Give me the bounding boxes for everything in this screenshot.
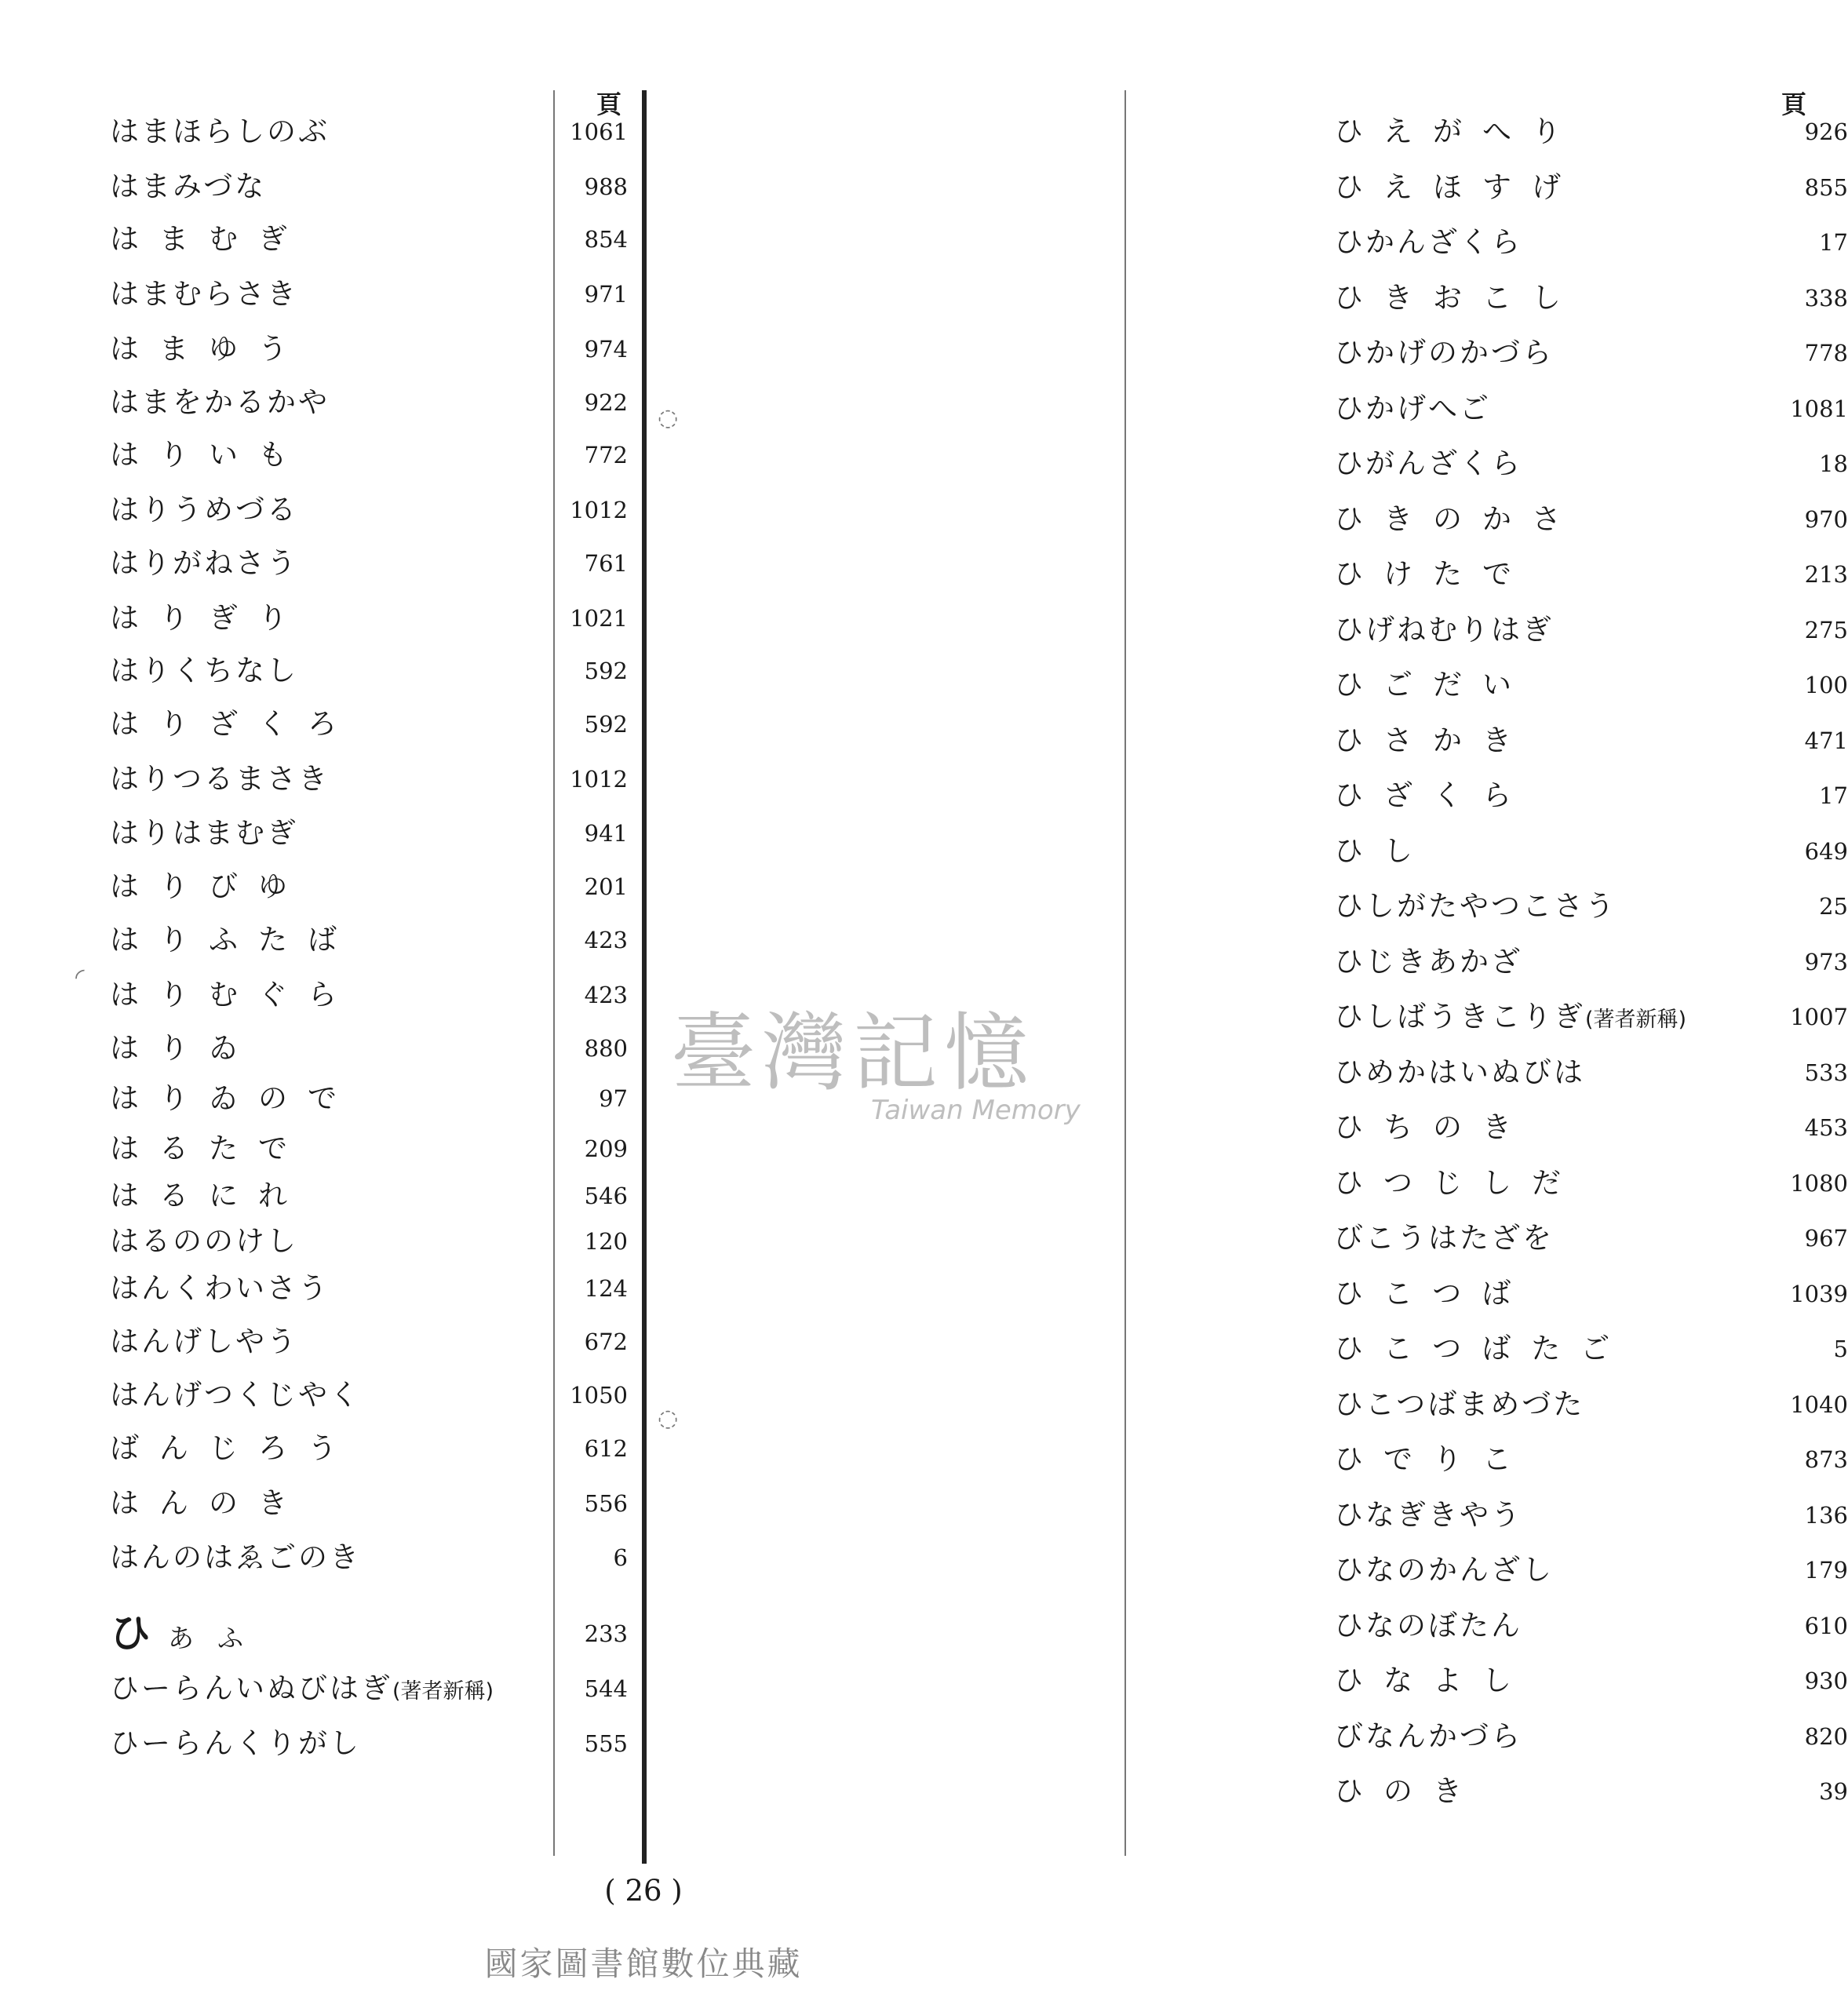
entry-name-text: はりゐ — [110, 1031, 258, 1065]
entry-page-number: 1012 — [570, 766, 628, 793]
index-entry — [651, 1602, 1848, 1649]
entry-page-number: 1039 — [1790, 1281, 1848, 1307]
entry-page-number: 136 — [1804, 1502, 1848, 1529]
entry-page-number: 544 — [584, 1675, 628, 1702]
entry-name-text: はりむぐら — [110, 978, 357, 1011]
entry-note: (著者新稱) — [392, 1679, 494, 1704]
entry-page-number: 612 — [584, 1435, 628, 1462]
entry-name-text: びこうはたざを — [1334, 1221, 1554, 1255]
index-entry — [0, 756, 651, 803]
entry-name-text: はりつるまさき — [110, 762, 330, 796]
entry-name-text: ひちのき — [1334, 1110, 1532, 1144]
entry-page-number: 971 — [584, 281, 628, 308]
entry-name — [1334, 275, 1581, 322]
index-entry — [651, 1381, 1848, 1428]
entry-name-text: はまみづな — [110, 169, 267, 203]
index-entry — [651, 772, 1848, 819]
entry-name — [110, 1665, 494, 1715]
index-entry — [0, 595, 651, 642]
entry-name-text: ひきのかさ — [1334, 502, 1581, 536]
entry-name — [110, 1025, 258, 1072]
entry-name-text: ひこつば — [1334, 1277, 1532, 1310]
index-entry — [651, 496, 1848, 543]
index-entry — [0, 163, 651, 210]
entry-page-number: 1012 — [570, 497, 628, 523]
entry-name — [110, 647, 298, 694]
entry-name-text: はまほらしのぶ — [110, 115, 330, 148]
section-header-name — [110, 1610, 267, 1662]
index-entry — [0, 1720, 651, 1767]
entry-name — [1334, 993, 1686, 1044]
index-entry — [0, 1172, 651, 1219]
page-number: ( 26 ) — [604, 1874, 683, 1908]
entry-name — [1334, 551, 1532, 598]
ink-mark: ◌ — [658, 404, 679, 432]
entry-name — [110, 1125, 308, 1172]
index-entry — [0, 1480, 651, 1527]
entry-page-number: 649 — [1804, 838, 1848, 865]
entry-page-number: 761 — [584, 550, 628, 577]
entry-page-number: 18 — [1819, 450, 1848, 477]
index-entry — [651, 1160, 1848, 1207]
index-entry — [0, 216, 651, 263]
index-entry — [0, 647, 651, 694]
entry-name-text: ひかんざくら — [1334, 225, 1522, 259]
entry-name-text: ひし — [1334, 834, 1433, 868]
entry-page-number: 967 — [1804, 1225, 1848, 1252]
entry-name — [1334, 1104, 1532, 1151]
entry-note: (著者新稱) — [1585, 1008, 1687, 1032]
entry-name — [110, 1534, 361, 1581]
entry-name — [1334, 1713, 1522, 1760]
entry-page-number: 1021 — [570, 605, 628, 632]
entry-page-number: 1040 — [1790, 1391, 1848, 1418]
entry-page-number: 1080 — [1790, 1170, 1848, 1197]
entry-name-text: ひーらんいぬびはぎ — [110, 1671, 392, 1705]
right-column — [651, 0, 1848, 1883]
entry-page-number: 423 — [584, 982, 628, 1008]
entry-name — [1334, 1547, 1554, 1594]
entry-page-number: 926 — [1804, 118, 1848, 145]
entry-name — [1334, 1215, 1554, 1262]
entry-page-number: 39 — [1819, 1778, 1848, 1805]
entry-name — [110, 1425, 357, 1472]
entry-page-number: 1081 — [1790, 395, 1848, 422]
entry-name — [1334, 1381, 1584, 1428]
entry-page-number: 855 — [1804, 174, 1848, 201]
ink-mark: ◌ — [658, 1405, 679, 1432]
index-entry — [0, 1075, 651, 1122]
entry-page-number: 97 — [599, 1085, 628, 1112]
entry-page-number: 970 — [1804, 506, 1848, 533]
entry-page-number: 120 — [584, 1228, 628, 1255]
entry-name-text: はりはまむぎ — [110, 816, 298, 850]
index-entry — [651, 1436, 1848, 1483]
entry-name — [1334, 440, 1522, 487]
entry-page-number: 546 — [584, 1183, 628, 1209]
section-mark: ひ — [110, 1610, 151, 1657]
entry-name — [1334, 1768, 1482, 1815]
entry-name-text: はんげつくじやく — [110, 1378, 361, 1412]
entry-name-text: はまむぎ — [110, 222, 308, 256]
index-entry — [0, 1125, 651, 1172]
entry-page-number: 17 — [1819, 229, 1848, 256]
ink-mark: ◜ — [75, 964, 85, 991]
entry-name — [110, 1372, 361, 1419]
watermark-cjk: 臺灣記憶 — [671, 1004, 1036, 1103]
entry-name-text: ひしばうきこりぎ — [1334, 1000, 1585, 1033]
index-entry — [651, 883, 1848, 930]
entry-name-text: ばんじろう — [110, 1431, 357, 1465]
entry-name-text: はりいも — [110, 438, 308, 472]
entry-page-number: 17 — [1819, 782, 1848, 809]
entry-name-text: はりぎり — [110, 601, 308, 635]
entry-page-number: 922 — [584, 389, 628, 416]
index-entry — [651, 1215, 1848, 1262]
entry-page-number: 873 — [1804, 1446, 1848, 1473]
index-entry — [651, 219, 1848, 266]
index-entry — [651, 1492, 1848, 1539]
entry-name — [1334, 108, 1581, 155]
entry-page-number: 1050 — [570, 1382, 628, 1409]
entry-name — [110, 271, 298, 318]
entry-name-text: ひかげへご — [1334, 392, 1491, 425]
index-entry — [0, 1372, 651, 1419]
entry-page-number: 1007 — [1790, 1004, 1848, 1030]
entry-name — [1334, 662, 1532, 709]
entry-page-number: 592 — [584, 658, 628, 684]
index-entry — [651, 1657, 1848, 1704]
entry-page-number: 275 — [1804, 617, 1848, 643]
entry-name — [110, 108, 330, 155]
entry-name — [110, 1265, 330, 1312]
entry-page-number: 6 — [613, 1544, 628, 1571]
entry-name — [1334, 828, 1433, 875]
entry-name-text: はまをかるかや — [110, 385, 330, 419]
index-entry — [0, 487, 651, 534]
index-entry — [651, 330, 1848, 377]
entry-name — [1334, 772, 1532, 819]
entry-page-number: 100 — [1804, 672, 1848, 698]
entry-page-number: 820 — [1804, 1723, 1848, 1750]
entry-name — [110, 163, 266, 210]
entry-name — [110, 1218, 298, 1265]
index-entry — [0, 1218, 651, 1265]
entry-name — [110, 216, 308, 263]
entry-name — [1334, 496, 1581, 543]
index-entry — [651, 939, 1848, 986]
index-entry — [651, 607, 1848, 654]
entry-page-number: 213 — [1804, 561, 1848, 588]
entry-page-number: 5 — [1833, 1336, 1848, 1362]
entry-name — [1334, 1325, 1630, 1372]
index-entry — [0, 863, 651, 910]
entry-page-number: 25 — [1819, 893, 1848, 920]
entry-name — [1334, 1436, 1532, 1483]
entry-name-text: はんくわいさう — [110, 1271, 330, 1305]
entry-name-text: ひなのかんざし — [1334, 1553, 1554, 1587]
entry-name-text: はりくちなし — [110, 654, 298, 687]
index-entry — [0, 108, 651, 155]
entry-name — [110, 432, 308, 479]
entry-page-number: 453 — [1804, 1114, 1848, 1141]
index-entry — [0, 540, 651, 587]
entry-name-text: ひけたで — [1334, 557, 1532, 591]
section-page-number: 233 — [584, 1620, 628, 1647]
entry-name-text: ひなぎきやう — [1334, 1498, 1522, 1532]
entry-name-text: ひげねむりはぎ — [1334, 613, 1554, 647]
entry-name-text: ひのき — [1334, 1774, 1482, 1808]
left-column — [0, 0, 651, 1883]
section-header — [0, 1610, 651, 1657]
entry-name-text: ひかげのかづら — [1334, 336, 1554, 370]
entry-page-number: 209 — [584, 1135, 628, 1162]
entry-name — [1334, 385, 1491, 432]
entry-page-number: 772 — [584, 442, 628, 468]
entry-name-text: ひこつばまめづた — [1334, 1387, 1585, 1421]
entry-page-number: 533 — [1804, 1059, 1848, 1086]
entry-name — [1334, 883, 1617, 930]
entry-name — [110, 1172, 308, 1219]
entry-page-number: 941 — [584, 820, 628, 847]
index-entry — [651, 717, 1848, 764]
entry-name — [1334, 939, 1522, 986]
watermark — [671, 985, 1095, 1157]
index-entry — [651, 385, 1848, 432]
entry-page-number: 555 — [584, 1730, 628, 1757]
index-entry — [651, 551, 1848, 598]
index-entry — [651, 1713, 1848, 1760]
index-entry — [651, 1270, 1848, 1318]
entry-name-text: ひじきあかざ — [1334, 945, 1522, 979]
watermark-english: Taiwan Memory — [871, 1095, 1081, 1126]
entry-page-number: 974 — [584, 336, 628, 363]
entry-name — [1334, 1270, 1531, 1318]
entry-name-text: ひなよし — [1334, 1664, 1532, 1697]
index-entry — [0, 701, 651, 748]
entry-name-text: はりうめづる — [110, 493, 298, 527]
entry-name-text: はんのき — [110, 1486, 308, 1520]
entry-name — [110, 1720, 361, 1767]
section-rest: あふ — [168, 1623, 268, 1653]
index-entry — [0, 379, 651, 426]
entry-name-text: はるにれ — [110, 1179, 308, 1212]
entry-page-number: 988 — [584, 173, 628, 200]
entry-name-text: はまむらさき — [110, 277, 298, 311]
entry-name — [110, 540, 298, 587]
entry-page-number: 556 — [584, 1490, 628, 1517]
entry-page-number: 672 — [584, 1329, 628, 1355]
entry-name-text: ひがんざくら — [1334, 446, 1522, 480]
entry-name-text: ひめかはいぬびは — [1334, 1055, 1585, 1089]
index-entry — [0, 810, 651, 857]
entry-page-number: 471 — [1804, 727, 1848, 754]
entry-page-number: 179 — [1804, 1557, 1848, 1584]
entry-page-number: 592 — [584, 711, 628, 738]
entry-name — [1334, 1160, 1581, 1207]
entry-name — [110, 379, 330, 426]
entry-page-number: 854 — [584, 226, 628, 253]
entry-name-text: ひでりこ — [1334, 1442, 1532, 1476]
entry-name-text: はりがねさう — [110, 546, 298, 580]
index-entry — [0, 271, 651, 318]
entry-page-number: 880 — [584, 1035, 628, 1062]
entry-name — [1334, 1492, 1522, 1539]
index-entry — [0, 1665, 651, 1712]
entry-name — [1334, 1602, 1522, 1649]
index-entry — [0, 1425, 651, 1472]
entry-name — [110, 595, 308, 642]
entry-name-text: はりゐので — [110, 1081, 357, 1115]
index-entry — [0, 917, 651, 964]
entry-name-text: はりふたば — [110, 923, 357, 957]
entry-name-text: ひこつばたご — [1334, 1332, 1631, 1365]
entry-name-text: ひつじしだ — [1334, 1166, 1581, 1200]
entry-page-number: 930 — [1804, 1668, 1848, 1694]
entry-page-number: 973 — [1804, 949, 1848, 975]
entry-page-number: 778 — [1804, 340, 1848, 366]
index-entry — [651, 108, 1848, 155]
entry-name-text: はまゆう — [110, 332, 308, 366]
entry-name-text: ひなのぼたん — [1334, 1609, 1522, 1642]
entry-name-text: はりざくろ — [110, 707, 357, 741]
index-entry — [0, 432, 651, 479]
entry-name — [110, 863, 308, 910]
entry-name — [110, 701, 357, 748]
entry-name-text: はるたで — [110, 1132, 308, 1165]
index-entry — [651, 440, 1848, 487]
entry-name — [110, 1075, 357, 1122]
entry-page-number: 338 — [1804, 285, 1848, 312]
index-entry — [651, 1768, 1848, 1815]
entry-name — [110, 917, 357, 964]
entry-name-text: ひごだい — [1334, 668, 1532, 702]
entry-name — [1334, 219, 1522, 266]
entry-name-text: ひえほすげ — [1334, 170, 1581, 204]
entry-name-text: はるののけし — [110, 1224, 298, 1258]
index-entry — [0, 326, 651, 373]
entry-name — [110, 971, 357, 1019]
entry-name-text: はんのはゑごのき — [110, 1540, 361, 1574]
entry-name — [1334, 1049, 1585, 1096]
right-page-header: 頁 — [1781, 89, 1807, 119]
entry-page-number: 1061 — [570, 118, 628, 145]
entry-name-text: はんげしやう — [110, 1325, 298, 1358]
index-entry — [0, 1025, 651, 1072]
entry-name-text: ひさかき — [1334, 723, 1532, 757]
entry-name — [110, 1318, 298, 1365]
index-entry — [651, 164, 1848, 211]
entry-name — [110, 1480, 308, 1527]
index-entry — [651, 828, 1848, 875]
left-page-header: 頁 — [596, 89, 622, 119]
entry-name — [1334, 330, 1554, 377]
index-entry — [0, 1318, 651, 1365]
index-entry — [651, 1325, 1848, 1372]
entry-name — [110, 810, 298, 857]
entry-name — [1334, 164, 1581, 211]
entry-name — [1334, 1657, 1532, 1704]
entry-name — [110, 487, 298, 534]
entry-name-text: はりびゆ — [110, 869, 308, 903]
entry-name — [110, 326, 308, 373]
entry-name-text: ひえがへり — [1334, 115, 1581, 148]
entry-page-number: 124 — [584, 1275, 628, 1302]
entry-name-text: びなんかづら — [1334, 1719, 1522, 1753]
entry-name-text: ひざくら — [1334, 778, 1532, 812]
index-entry — [651, 1547, 1848, 1594]
entry-page-number: 610 — [1804, 1613, 1848, 1639]
index-entry — [0, 971, 651, 1019]
entry-name-text: ひきおこし — [1334, 281, 1581, 315]
index-entry — [0, 1534, 651, 1581]
entry-page-number: 201 — [584, 873, 628, 900]
footer-credit: 國家圖書館數位典藏 — [484, 1945, 803, 1983]
entry-name — [1334, 607, 1554, 654]
index-entry — [651, 662, 1848, 709]
entry-name-text: ひーらんくりがし — [110, 1726, 361, 1760]
index-entry — [0, 1265, 651, 1312]
entry-name — [1334, 717, 1532, 764]
index-entry — [651, 275, 1848, 322]
entry-page-number: 423 — [584, 927, 628, 953]
entry-name — [110, 756, 330, 803]
entry-name-text: ひしがたやつこさう — [1334, 889, 1617, 923]
